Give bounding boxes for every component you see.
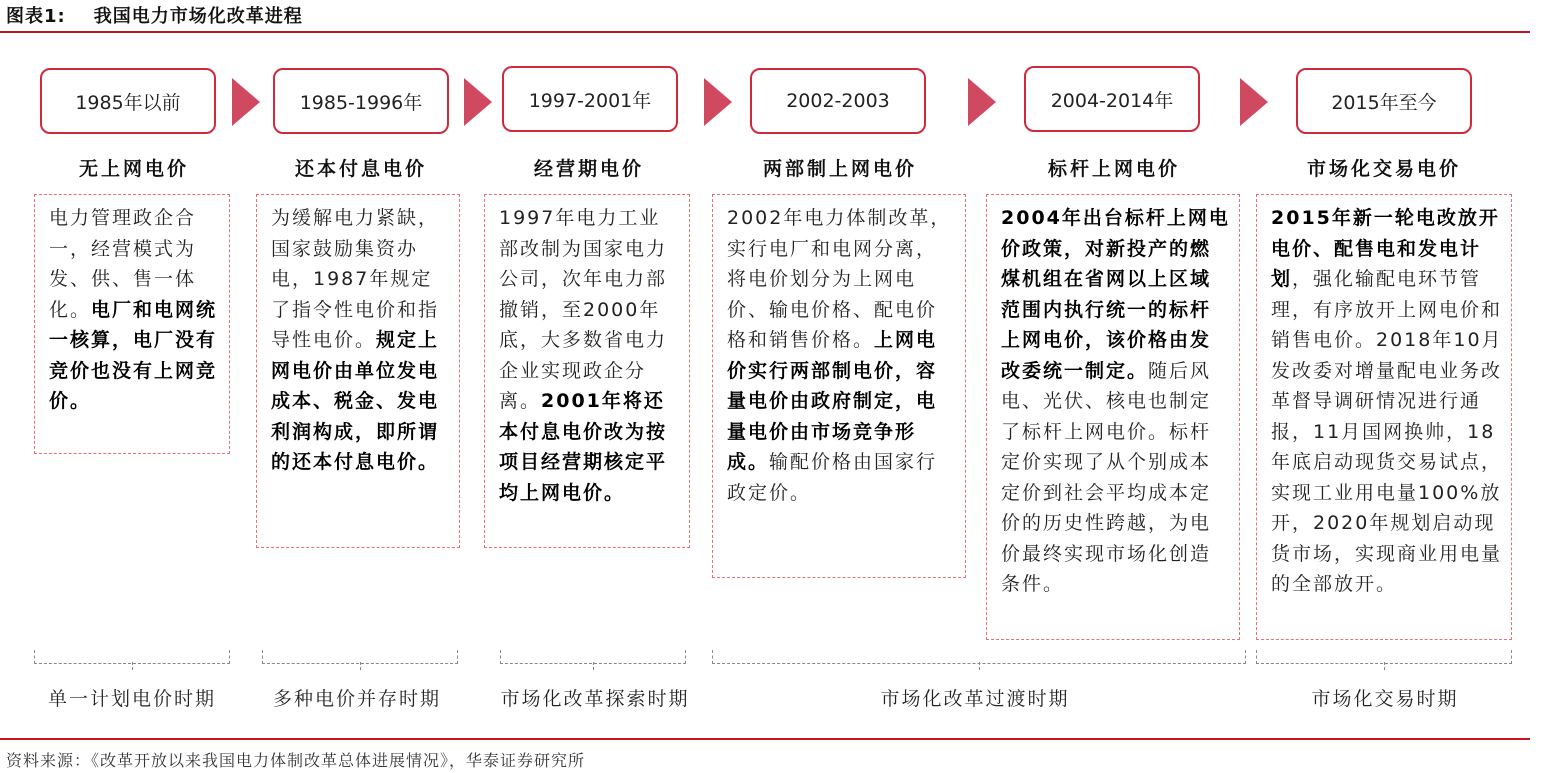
desc-text: 为缓解电力紧缺，国家鼓励集资办电，1987年规定了指令性电价和指导性电价。 [271, 207, 440, 351]
arrow-right-icon [704, 78, 732, 126]
stage-desc-1 [34, 194, 230, 454]
arrow-right-icon [464, 78, 492, 126]
year-box-2: 1985-1996年 [273, 68, 449, 134]
stage-heading-6: 市场化交易电价 [1306, 158, 1461, 180]
year-box-1: 1985年以前 [40, 68, 216, 134]
desc-text: 2002年电力体制改革，实行电厂和电网分离，将电价划分为上网电价、输电价格、配电价格和销售价格。 [727, 207, 952, 351]
desc-bold-text: 规定上网电价由单位发电成本、税金、发电利润构成，即所谓的还本付息电价。 [271, 329, 440, 473]
year-box-6: 2015年至今 [1296, 68, 1472, 134]
stage-heading-5: 标杆上网电价 [1047, 158, 1180, 180]
source-note: 资料来源：《改革开放以来我国电力体制改革总体进展情况》，华泰证券研究所 [6, 751, 586, 770]
figure-title [6, 2, 303, 28]
period-bracket-4 [712, 650, 1246, 664]
figure-title-text: 我国电力市场化改革进程 [93, 6, 303, 27]
arrow-right-icon [232, 78, 260, 126]
desc-text: 随后风电、光伏、核电也制定了标杆上网电价。 [1001, 359, 1212, 443]
period-bracket-3 [500, 650, 686, 664]
stage-desc-2 [256, 194, 460, 548]
period-label-3: 市场化改革探索时期 [500, 688, 690, 710]
stage-desc-5 [986, 194, 1240, 640]
period-label-2: 多种电价并存时期 [272, 688, 441, 710]
year-box-4: 2002-2003 [750, 68, 926, 134]
stage-heading-1: 无上网电价 [78, 158, 189, 180]
top-divider [0, 31, 1530, 33]
year-box-3: 1997-2001年 [502, 66, 678, 132]
period-label-4: 市场化改革过渡时期 [880, 688, 1070, 710]
period-bracket-2 [262, 650, 458, 664]
stage-desc-4 [712, 194, 966, 578]
stage-desc-6 [1256, 194, 1512, 640]
desc-text: 电力管理政企合一，经营模式为发、供、售一体化。 [49, 207, 197, 321]
period-label-1: 单一计划电价时期 [47, 688, 216, 710]
stage-desc-3 [484, 194, 690, 548]
bottom-divider [0, 738, 1530, 740]
year-box-5: 2004-2014年 [1024, 66, 1200, 132]
desc-bold-text: 2001年将还本付息电价改为按项目经营期核定平均上网电价。 [499, 390, 668, 504]
arrow-right-icon [968, 78, 996, 126]
desc-text: 1997年电力工业部改制为国家电力公司，次年电力部撤销，至2000年底，大多数省电力企业实现政企分离。 [499, 207, 668, 412]
period-label-5: 市场化交易时期 [1311, 688, 1459, 710]
desc-bold-text: 2004年出台标杆上网电价政策，对新投产的燃煤机组在省网以上区域范围内执行统一的标杆上网电价，该价格由发改委统一制定。 [1001, 207, 1230, 382]
period-bracket-1 [34, 650, 230, 664]
desc-text: ，强化输配电环节管理，有序放开上网电价和销售电价。2018年10月发改委对增量配电业务改革督导调研情况进行通报，11月国网换帅，18年底启动现货交易试点，实现工业用电量100%放开，2020年规划启动现货市场，实现商业用电量的全部放开。 [1271, 268, 1503, 595]
arrow-right-icon [1240, 78, 1268, 126]
stage-heading-2: 还本付息电价 [294, 158, 427, 180]
desc-bold-text: 上网电价实行两部制电价，容量电价由政府制定，电量电价由市场竞争形成。 [727, 329, 938, 473]
stage-heading-4: 两部制上网电价 [762, 158, 917, 180]
desc-bold-text: 电厂和电网统一核算，电厂没有竞价也没有上网竞价。 [49, 298, 218, 412]
desc-text: 输配价格由国家行政定价。 [727, 451, 938, 504]
desc-bold-text: 2015年新一轮电改放开电价、配售电和发电计划 [1271, 207, 1500, 290]
period-bracket-5 [1256, 650, 1512, 664]
stage-heading-3: 经营期电价 [533, 158, 644, 180]
desc-text: 标杆定价实现了从个别成本定价到社会平均成本定价的历史性跨越，为电价最终实现市场化创造条件。 [1001, 420, 1212, 595]
figure-label: 图表1: [6, 6, 66, 27]
